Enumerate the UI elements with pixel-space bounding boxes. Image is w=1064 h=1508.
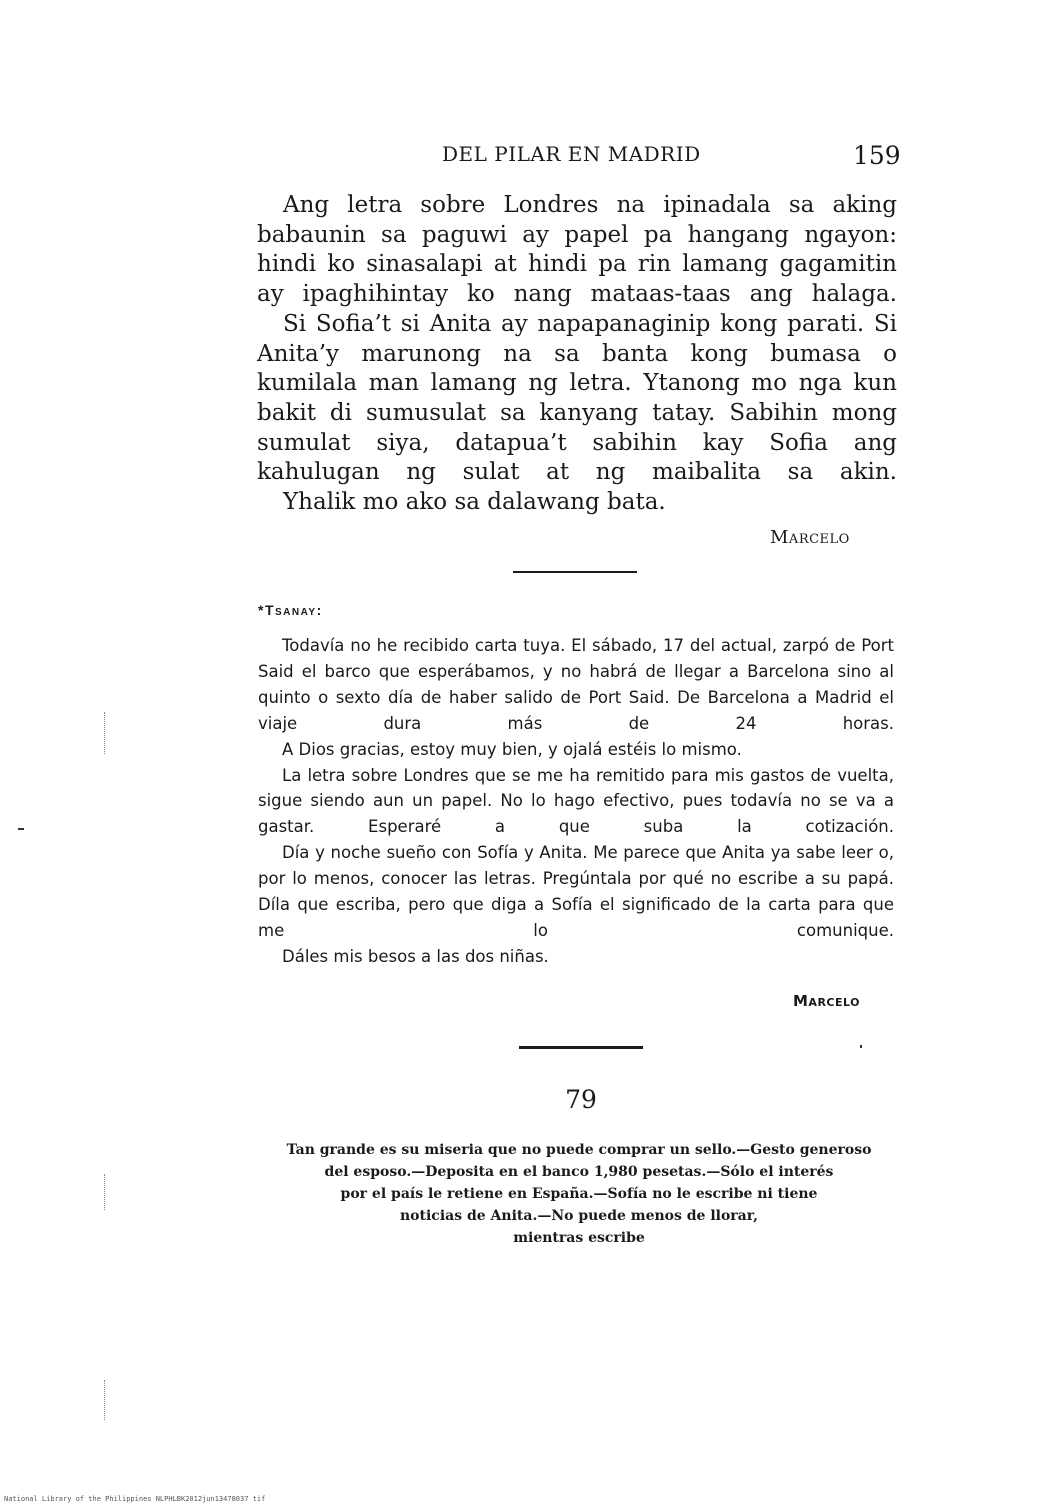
section-divider [519,1046,643,1049]
scan-speck [18,828,24,830]
recipient-salutation: *Tsanay: [258,602,323,618]
page-number: 159 [853,141,901,170]
summary-line: noticias de Anita.—No puede menos de llorar, [400,1208,758,1224]
summary-line: por el país le retiene en España.—Sofía no le escribe ni tiene [340,1186,818,1202]
tagalog-paragraph: Si Sofia’t si Anita ay napapanaginip kong parati. Si Anita’y marunong na sa banta kong bumasa o kumilala man lamang ng letra. Ytanong mo nga kun bakit di sumusulat sa kanyang tatay. Sabihin mong sumulat siya, datapua’t sabihin kay Sofia ang kahulugan ng sulat at ng maibalita sa akin. [257,310,897,486]
tagalog-paragraph: Yhalik mo ako sa dalawang bata. [283,489,666,516]
scan-dotted-mark [104,1380,106,1420]
summary-line: Tan grande es su miseria que no puede comprar un sello.—Gesto generoso [286,1142,872,1158]
spanish-letter [258,633,894,970]
summary-line: mientras escribe [513,1230,645,1246]
spanish-paragraph: La letra sobre Londres que se me ha remitido para mis gastos de vuelta, sigue siendo aun un papel. No lo hago efectivo, pues todavía no se va a gastar. Esperaré a que suba la cotización. [258,765,894,837]
spanish-paragraph: Día y noche sueño con Sofía y Anita. Me parece que Anita ya sabe leer o, por lo menos, conocer las letras. Pregúntala por qué no escribe a su papá. Díla que escriba, pero que diga a Sofía el significado de la carta para que me lo comunique. [258,843,894,940]
summary-line: del esposo.—Deposita en el banco 1,980 pesetas.—Sólo el interés [324,1164,834,1180]
scan-footer: National Library of the Philippines NLPHLBK2012jun13478037 tif [4,1495,266,1503]
letter-summary [255,1139,903,1249]
running-title: DEL PILAR EN MADRID [442,142,701,166]
spanish-paragraph: A Dios gracias, estoy muy bien, y ojalá estéis lo mismo. [282,739,742,759]
tagalog-signature: Marcelo [770,527,850,548]
spanish-paragraph: Dáles mis besos a las dos niñas. [282,946,549,966]
section-divider [513,571,637,573]
letter-number: 79 [565,1085,597,1114]
scan-dotted-mark [104,1174,106,1210]
tagalog-letter [257,191,897,518]
scan-speck [860,1045,862,1048]
spanish-signature: Marcelo [793,992,860,1010]
spanish-paragraph: Todavía no he recibido carta tuya. El sábado, 17 del actual, zarpó de Port Said el barco que esperábamos, y no habrá de llegar a Barcelona sino al quinto o sexto día de haber salido de Port Said. De Barcelona a Madrid el viaje dura más de 24 horas. [258,636,894,733]
tagalog-paragraph: Ang letra sobre Londres na ipinadala sa aking babaunin sa paguwi ay papel pa hangang ngayon: hindi ko sinasalapi at hindi pa rin lamang gagamitin ay ipaghihintay ko nang mataas-taas ang halaga. [257,192,897,308]
scan-dotted-mark [104,712,106,754]
